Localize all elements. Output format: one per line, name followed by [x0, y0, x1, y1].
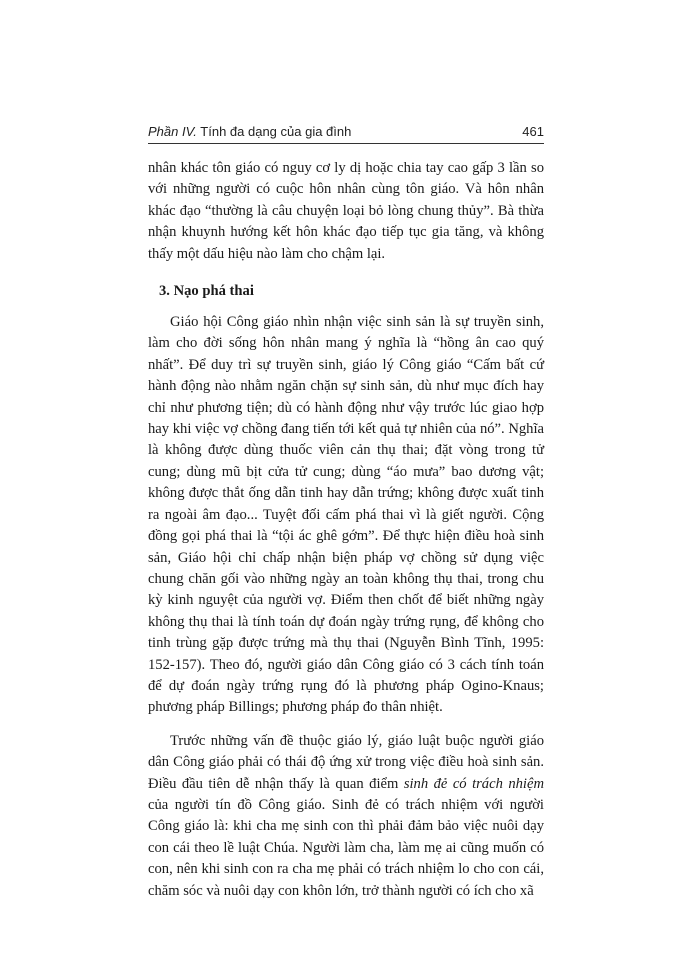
paragraph-abortion-doctrine: Giáo hội Công giáo nhìn nhận việc sinh sản là sự truyền sinh, làm cho đời sống hôn nhân mang ý nghĩa là “hồng ân cao quý nhất”. Để duy trì sự truyền sinh, giáo lý Công giáo “Cấm bất cứ hành động nào nhằm ngăn chặn sự sinh sản, dù như mục đích hay chỉ như phương tiện; dù có hành động như vậy trước lúc giao hợp hay khi việc vợ chồng đang tiến tới kết quả tự nhiên của nó”. Nghĩa là không được dùng thuốc viên cản thụ thai; đặt vòng trong tử cung; dùng mũ bịt cửa tử cung; dùng “áo mưa” bao dương vật; không được thắt ống dẫn tinh hay dẫn trứng; không được xuất tinh ra ngoài âm đạo... Tuyệt đối cấm phá thai vì là giết người. Cộng đồng gọi phá thai là “tội ác ghê gớm”. Để thực hiện điều hoà sinh sản, Giáo hội chỉ chấp nhận biện pháp vợ chồng sử dụng việc chung chăn gối vào những ngày an toàn không thụ thai, trong chu kỳ kinh nguyệt của người vợ. Điểm then chốt để biết những ngày không thụ thai là tính toán dự đoán ngày trứng rụng, để không cho tinh trùng gặp được trứng mà thụ thai (Nguyễn Bình Tĩnh, 1995: 152-157). Theo đó, người giáo dân Công giáo có 3 cách tính toán để dự đoán ngày trứng rụng đó là phương pháp Ogino-Knaus; phương pháp Billings; phương pháp đo thân nhiệt. [148, 314, 544, 716]
part-label: Phần IV. [148, 124, 197, 139]
body-text [148, 158, 544, 902]
page-number: 461 [522, 124, 544, 139]
section-title: Tính đa dạng của gia đình [196, 124, 352, 139]
emphasis-term: sinh đẻ có trách nhiệm [403, 775, 544, 792]
paragraph-responsible-parenthood [148, 731, 544, 902]
paragraph-text-end: của người tín đồ Công giáo. Sinh đẻ có trách nhiệm với người Công giáo là: khi cha mẹ sinh con thì phải đảm bảo việc nuôi dạy con cái theo lề luật Chúa. Người làm cha, làm mẹ ai cũng muốn có con, nên khi sinh con ra cha mẹ phải có trách nhiệm lo cho con cái, chăm sóc và nuôi dạy con khôn lớn, trở thành người có ích cho xã [148, 796, 544, 899]
paragraph-continued: nhân khác tôn giáo có nguy cơ ly dị hoặc chia tay cao gấp 3 lần so với những người có cuộc hôn nhân cùng tôn giáo. Và hôn nhân khác đạo “thường là câu chuyện loại bỏ lòng chung thủy”. Bà thừa nhận khuynh hướng kết hôn khác đạo tiếp tục gia tăng, và không thấy một dấu hiệu nào làm cho chậm lại. [148, 160, 544, 262]
paragraph-text-start: Trước những vấn đề thuộc giáo lý, giáo luật buộc người giáo dân Công giáo phải có thái độ ứng xử trong việc điều hoà sinh sản. Điều đầu tiên dễ nhận thấy là quan điểm [148, 732, 544, 792]
chapter-title [148, 124, 351, 139]
running-header [148, 124, 544, 144]
header-divider [148, 143, 544, 144]
section-heading: 3. Nạo phá thai [159, 283, 254, 300]
